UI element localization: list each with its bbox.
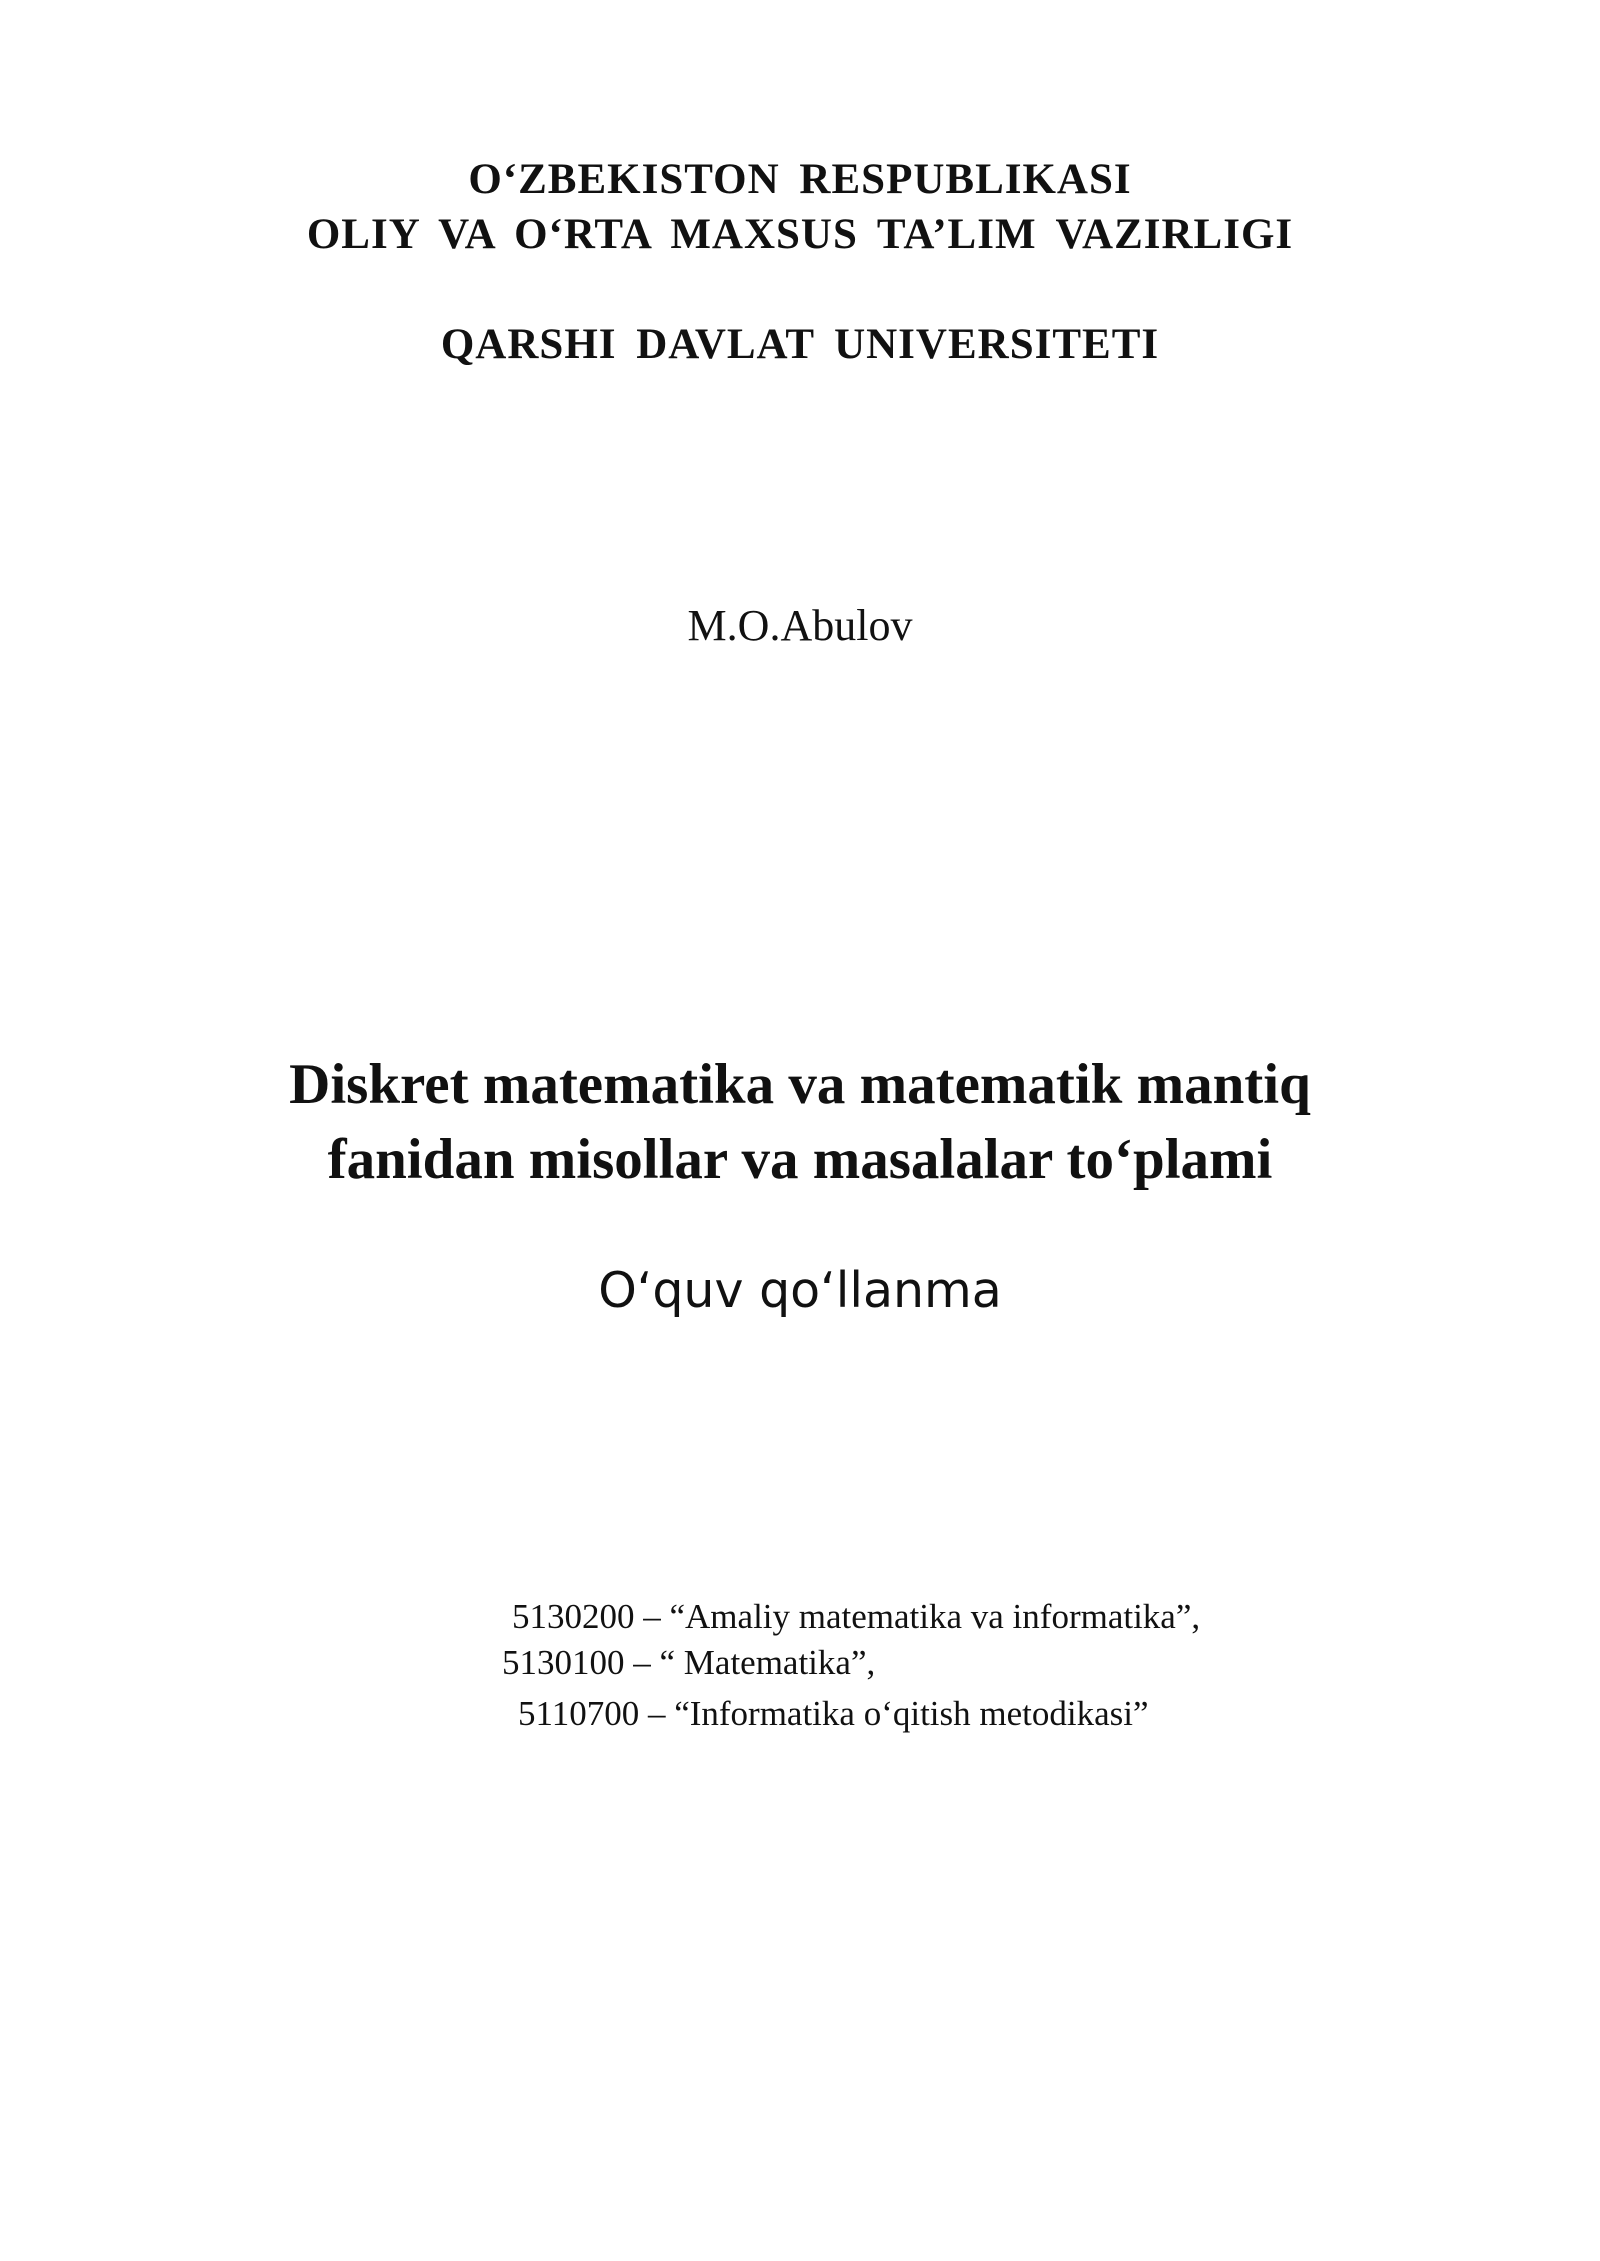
header-country: O‘ZBEKISTON RESPUBLIKASI <box>468 156 1132 203</box>
specialty-line: 5130100 – “ Matematika”, <box>502 1643 876 1682</box>
document-title-line-2: fanidan misollar va masalalar to‘plami <box>327 1128 1273 1191</box>
specialty-line: 5110700 – “Informatika o‘qitish metodikasi” <box>518 1694 1149 1733</box>
header-university: QARSHI DAVLAT UNIVERSITETI <box>440 321 1160 368</box>
specialty-line: 5130200 – “Amaliy matematika va informatika”, <box>512 1597 1201 1636</box>
document-title-line-1: Diskret matematika va matematik mantiq <box>289 1053 1311 1116</box>
author-name: M.O.Abulov <box>687 601 913 650</box>
document-subtitle: O‘quv qo‘llanma <box>598 1262 1002 1319</box>
header-ministry: OLIY VA O‘RTA MAXSUS TA’LIM VAZIRLIGI <box>306 211 1294 258</box>
